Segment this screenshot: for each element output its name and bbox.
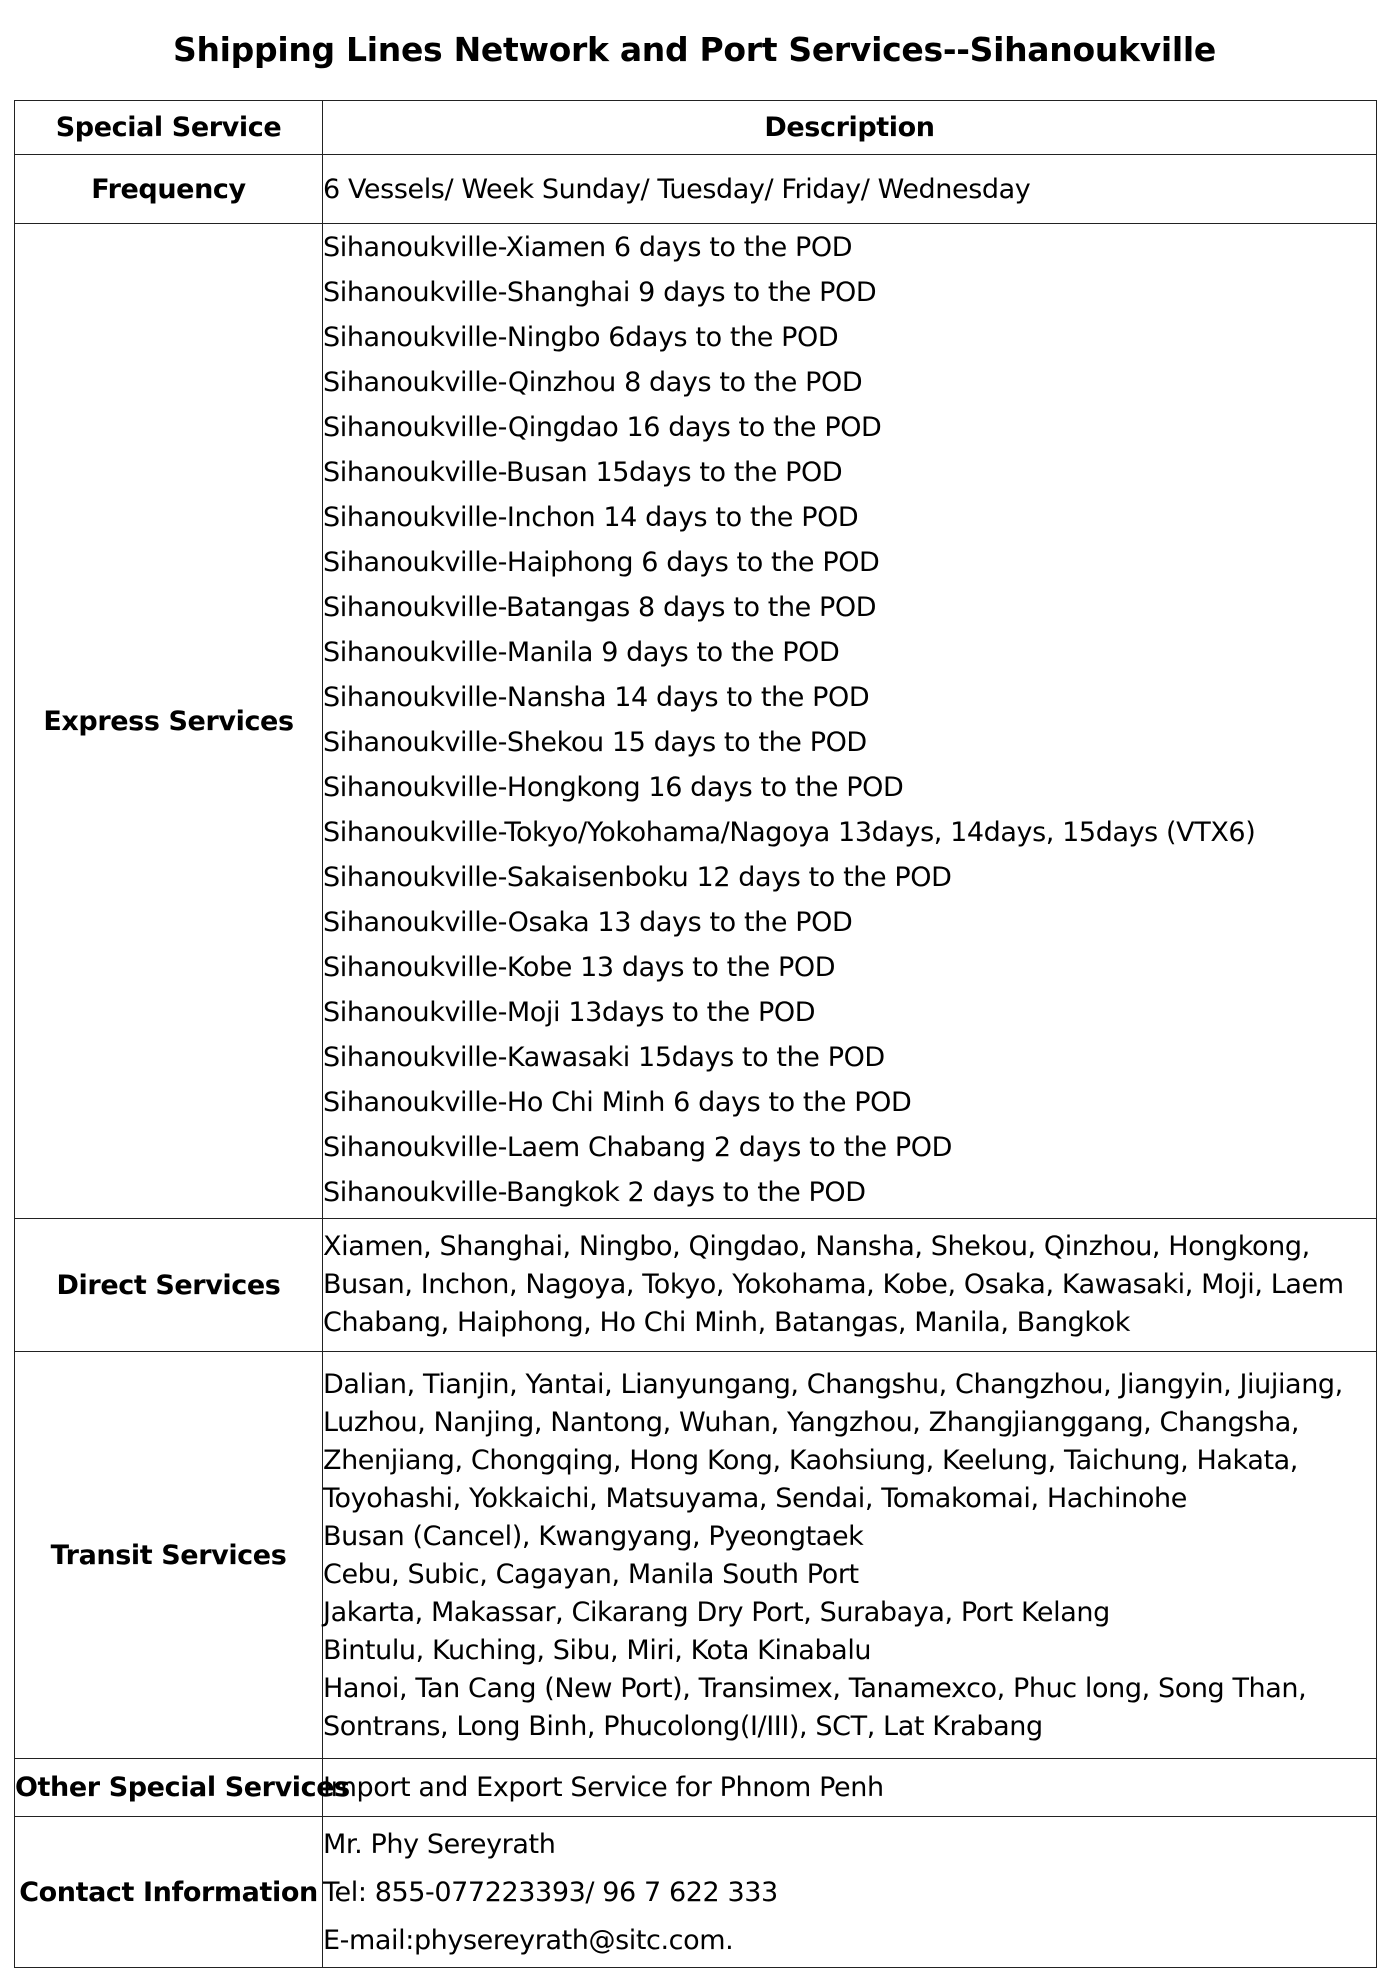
express-route: Sihanoukville-Osaka 13 days to the POD <box>323 907 853 938</box>
contact-email: E-mail:physereyrath@sitc.com. <box>323 1925 734 1956</box>
express-route: Sihanoukville-Bangkok 2 days to the POD <box>323 1177 866 1208</box>
express-route: Sihanoukville-Qinzhou 8 days to the POD <box>323 367 863 398</box>
transit-ports-group: Bintulu, Kuching, Sibu, Miri, Kota Kinabalu <box>323 1635 872 1666</box>
express-route: Sihanoukville-Tokyo/Yokohama/Nagoya 13days, 14days, 15days (VTX6) <box>323 817 1256 848</box>
express-route: Sihanoukville-Manila 9 days to the POD <box>323 637 840 668</box>
contact-phone: Tel: 855-077223393/ 96 7 622 333 <box>323 1877 778 1908</box>
express-route: Sihanoukville-Moji 13days to the POD <box>323 997 816 1028</box>
header-description: Description <box>323 101 1377 155</box>
page-title: Shipping Lines Network and Port Services--Sihanoukville <box>173 30 1216 69</box>
other-special-services-label: Other Special Services <box>15 1759 323 1817</box>
transit-ports-group: Dalian, Tianjin, Yantai, Lianyungang, Changshu, Changzhou, Jiangyin, Jiujiang, Luzhou, Nanjing, Nantong, Wuhan, Yangzhou, Zhangjianggang, Changsha, Zhenjiang, Chongqing, Hong Kong, Kaohsiung, Keelung, Taichung, Hakata, Toyohashi, Yokkaichi, Matsuyama, Sendai, Tomakomai, Hachinohe <box>323 1369 1343 1514</box>
header-special-service: Special Service <box>15 101 323 155</box>
express-route: Sihanoukville-Kobe 13 days to the POD <box>323 952 836 983</box>
express-route: Sihanoukville-Sakaisenboku 12 days to the POD <box>323 862 952 893</box>
table-row-direct-services <box>15 1219 1377 1352</box>
express-route: Sihanoukville-Hongkong 16 days to the POD <box>323 772 904 803</box>
express-route: Sihanoukville-Nansha 14 days to the POD <box>323 682 870 713</box>
contact-information-description <box>323 1817 1377 1968</box>
express-services-label: Express Services <box>15 224 323 1219</box>
transit-ports-group: Busan (Cancel), Kwangyang, Pyeongtaek <box>323 1521 864 1552</box>
table-row-frequency <box>15 155 1377 224</box>
express-route: Sihanoukville-Batangas 8 days to the POD <box>323 592 877 623</box>
table-row-other-special-services <box>15 1759 1377 1817</box>
direct-services-description <box>323 1219 1377 1352</box>
express-route: Sihanoukville-Xiamen 6 days to the POD <box>323 232 853 263</box>
express-route: Sihanoukville-Haiphong 6 days to the POD <box>323 547 880 578</box>
express-route: Sihanoukville-Ningbo 6days to the POD <box>323 322 839 353</box>
express-route: Sihanoukville-Shekou 15 days to the POD <box>323 727 867 758</box>
table-header-row <box>15 101 1377 155</box>
express-route: Sihanoukville-Kawasaki 15days to the POD <box>323 1042 885 1073</box>
express-route: Sihanoukville-Ho Chi Minh 6 days to the POD <box>323 1087 912 1118</box>
transit-services-description <box>323 1352 1377 1759</box>
services-table <box>14 100 1377 1968</box>
direct-services-label: Direct Services <box>15 1219 323 1352</box>
frequency-description: 6 Vessels/ Week Sunday/ Tuesday/ Friday/ Wednesday <box>323 155 1377 224</box>
table-row-contact-information <box>15 1817 1377 1968</box>
table-row-transit-services <box>15 1352 1377 1759</box>
transit-ports-group: Jakarta, Makassar, Cikarang Dry Port, Surabaya, Port Kelang <box>323 1597 1110 1628</box>
express-route: Sihanoukville-Laem Chabang 2 days to the POD <box>323 1132 953 1163</box>
transit-services-label: Transit Services <box>15 1352 323 1759</box>
transit-ports-group: Hanoi, Tan Cang (New Port), Transimex, Tanamexco, Phuc long, Song Than, Sontrans, Long Binh, Phucolong(I/III), SCT, Lat Krabang <box>323 1673 1307 1742</box>
contact-information-label: Contact Information <box>15 1817 323 1968</box>
express-route: Sihanoukville-Qingdao 16 days to the POD <box>323 412 882 443</box>
express-route: Sihanoukville-Shanghai 9 days to the POD <box>323 277 877 308</box>
direct-services-ports: Xiamen, Shanghai, Ningbo, Qingdao, Nansha, Shekou, Qinzhou, Hongkong, Busan, Inchon, Nagoya, Tokyo, Yokohama, Kobe, Osaka, Kawasaki, Moji, Laem Chabang, Haiphong, Ho Chi Minh, Batangas, Manila, Bangkok <box>323 1231 1344 1338</box>
transit-ports-group: Cebu, Subic, Cagayan, Manila South Port <box>323 1559 859 1590</box>
other-special-services-description: Import and Export Service for Phnom Penh <box>323 1759 1377 1817</box>
contact-name: Mr. Phy Sereyrath <box>323 1829 556 1860</box>
table-row-express-services <box>15 224 1377 1219</box>
express-services-description <box>323 224 1377 1219</box>
frequency-label: Frequency <box>15 155 323 224</box>
express-route: Sihanoukville-Inchon 14 days to the POD <box>323 502 859 533</box>
express-route: Sihanoukville-Busan 15days to the POD <box>323 457 843 488</box>
